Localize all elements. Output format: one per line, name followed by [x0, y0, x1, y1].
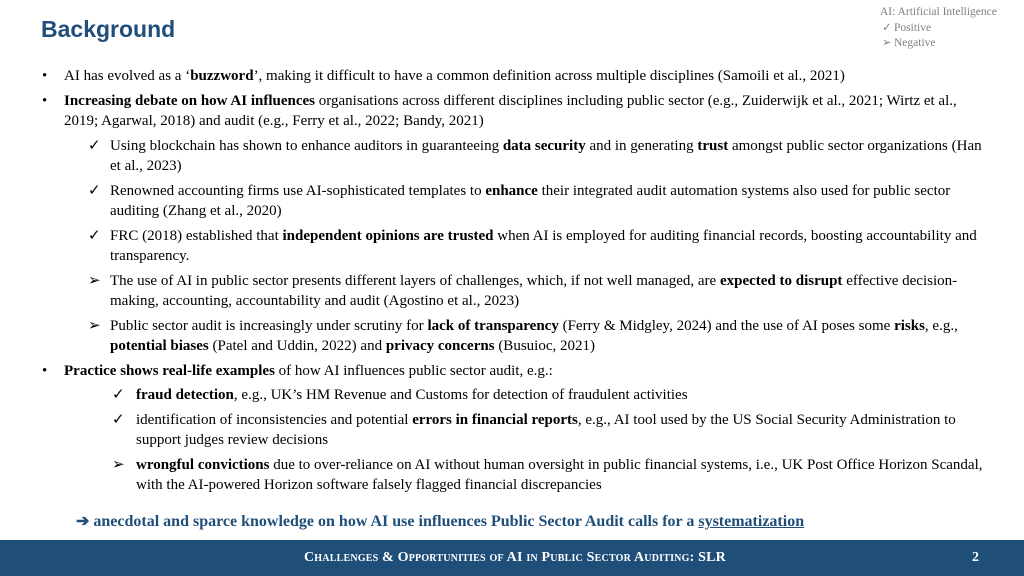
negative-wrongful-convictions [40, 455, 990, 496]
legend-header: AI: Artificial Intelligence [880, 6, 997, 18]
text: when AI is employed for auditing financial records, boosting accountability and transparency. [110, 227, 977, 264]
arrowhead-icon: ➢ [88, 272, 101, 289]
emphasis: Increasing debate on how AI influences [64, 92, 316, 109]
slide-title: Background [41, 16, 176, 42]
emphasis: data security [502, 137, 586, 154]
arrowhead-icon: ➢ [882, 37, 892, 49]
footer-bar [0, 540, 1024, 576]
systematization-link: systematization [698, 513, 805, 530]
text: (Ferry & Midgley, 2024) and the use of AI poses some [558, 317, 895, 334]
emphasis: independent opinions are trusted [282, 227, 494, 244]
emphasis: enhance [485, 182, 538, 199]
emphasis: Practice shows real-life examples [64, 362, 275, 379]
bullet-dot-icon: • [42, 68, 48, 84]
arrowhead-icon: ➢ [112, 456, 125, 473]
text: Using blockchain has shown to enhance auditors in guaranteeing [110, 137, 503, 154]
bullet-debate [40, 91, 990, 132]
negative-challenges [40, 271, 990, 312]
bullet-buzzword [40, 66, 990, 87]
bullet-dot-icon: • [42, 92, 48, 109]
text: , e.g., [924, 317, 958, 334]
footer-title: Challenges & Opportunities of AI in Public Sector Auditing: SLR [304, 550, 726, 565]
negative-scrutiny [40, 316, 990, 357]
legend-positive-label: Positive [894, 21, 932, 34]
text: , e.g., AI tool used by the US Social Security Administration to support judges review decisions [136, 411, 956, 448]
legend-positive [880, 21, 997, 37]
positive-fraud-detection [40, 385, 990, 406]
check-icon: ✓ [88, 182, 101, 199]
emphasis: buzzword [190, 68, 254, 84]
text: Public sector audit is increasingly under scrutiny for [110, 317, 428, 334]
legend-box [880, 5, 997, 52]
text: The use of AI in public sector presents different layers of challenges, which, if not well managed, are [110, 272, 720, 289]
text: organisations across different disciplines including public sector (e.g., Zuiderwijk et al., 2021; Wirtz et al., 2019; Agarwal, 2018) and audit (e.g., Ferry et al., 2022; Bandy, 2021) [64, 92, 957, 129]
check-icon: ✓ [112, 387, 125, 403]
legend-negative [880, 36, 997, 52]
emphasis: potential biases [110, 338, 209, 354]
text: effective decision-making, accounting, accountability and audit (Agostino et al., 2023) [110, 272, 958, 309]
text: (Patel and Uddin, 2022) and [208, 338, 386, 354]
emphasis: fraud detection [136, 387, 234, 403]
positive-error-identification [40, 410, 990, 451]
positive-accounting-firms [40, 181, 990, 222]
text: ’, making it difficult to have a common definition across multiple disciplines (Samoili et al., 2021) [253, 68, 845, 84]
text: FRC (2018) established that [110, 227, 283, 244]
conclusion-statement [76, 511, 804, 531]
text: (Busuioc, 2021) [494, 338, 595, 354]
emphasis: wrongful convictions [136, 456, 270, 473]
bullet-dot-icon: • [42, 362, 48, 379]
right-arrow-icon: ➔ [76, 513, 90, 530]
emphasis: privacy concerns [385, 338, 495, 354]
arrowhead-icon: ➢ [88, 317, 101, 334]
check-icon: ✓ [112, 411, 125, 428]
check-icon: ✓ [882, 21, 892, 34]
text: and in generating [585, 137, 698, 154]
emphasis: expected to disrupt [719, 272, 843, 289]
emphasis: risks [894, 317, 925, 334]
text: of how AI influences public sector audit, e.g.: [274, 362, 553, 379]
text: Renowned accounting firms use AI-sophisticated templates to [110, 182, 486, 199]
emphasis: trust [697, 137, 729, 154]
text: due to over-reliance on AI without human oversight in public financial systems, i.e., UK Post Office Horizon Scandal, with the AI-powered Horizon software falsely flagged financial discrepancies [136, 456, 983, 493]
text: , e.g., UK’s HM Revenue and Customs for detection of fraudulent activities [233, 387, 688, 403]
emphasis: errors in financial reports [412, 411, 578, 428]
positive-blockchain [40, 136, 990, 177]
conclusion-text: anecdotal and sparce knowledge on how AI use influences Public Sector Audit calls for a [89, 513, 699, 530]
check-icon: ✓ [88, 227, 101, 244]
positive-frc [40, 226, 990, 267]
check-icon: ✓ [88, 137, 101, 154]
bullet-list [40, 66, 990, 500]
emphasis: lack of transparency [427, 317, 559, 334]
legend-negative-label: Negative [894, 37, 936, 49]
page-number: 2 [972, 550, 979, 565]
text: AI has evolved as a ‘ [64, 68, 191, 84]
text: identification of inconsistencies and potential [136, 411, 413, 428]
text: amongst public sector organizations (Han et al., 2023) [110, 137, 982, 174]
bullet-practice [40, 361, 990, 382]
text: their integrated audit automation systems also used for public sector auditing (Zhang et al., 2020) [110, 182, 951, 219]
